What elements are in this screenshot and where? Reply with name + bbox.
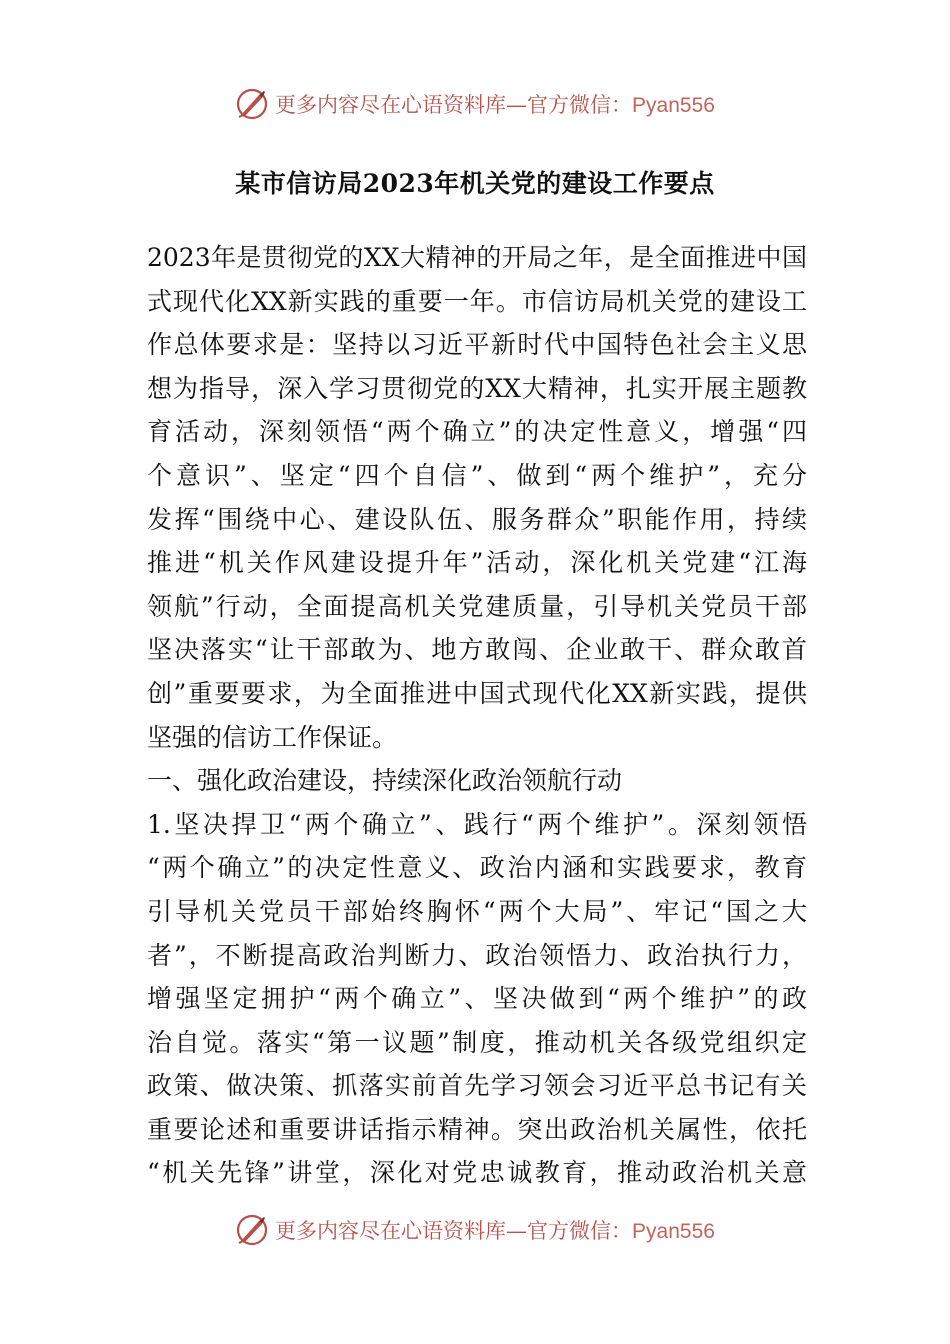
watermark-text: 更多内容尽在心语资料库—官方微信：Pyan556 [275,1219,715,1243]
body-line: 领航”行动，全面提高机关党建质量，引导机关党员干部 [147,591,807,621]
body-line: 想为指导，深入学习贯彻党的XX大精神，扎实开展主题教 [147,373,807,403]
wechat-id: Pyan556 [632,1220,715,1243]
quill-pen-logo-icon [235,1213,269,1247]
body-line: 政策、做决策、抓落实前首先学习领会习近平总书记有关 [147,1071,807,1101]
body-line: 作总体要求是：坚持以习近平新时代中国特色社会主义思 [147,330,807,360]
body-line: 增强坚定拥护“两个确立”、坚决做到“两个维护”的政 [147,984,807,1014]
footer-watermark-banner [0,1210,950,1250]
body-line: 发挥“围绕中心、建设队伍、服务群众”职能作用，持续 [147,504,807,534]
document-title: 某市信访局2023年机关党的建设工作要点 [235,169,715,198]
body-line: 1.坚决捍卫“两个确立”、践行“两个维护”。深刻领悟 [147,809,807,839]
body-line: 2023年是贯彻党的XX大精神的开局之年，是全面推进中国 [147,243,807,272]
body-line: 个意识”、坚定“四个自信”、做到“两个维护”，充分 [147,460,807,490]
header-watermark-banner [0,84,950,124]
body-line: 育活动，深刻领悟“两个确立”的决定性意义，增强“四 [147,417,807,447]
body-line: “两个确立”的决定性意义、政治内涵和实践要求，教育 [147,853,807,883]
body-line: 引导机关党员干部始终胸怀“两个大局”、牢记“国之大 [147,896,807,926]
body-line: 者”，不断提高政治判断力、政治领悟力、政治执行力， [147,940,807,970]
body-line: 创”重要要求，为全面推进中国式现代化XX新实践，提供 [147,678,807,708]
section-heading: 一、强化政治建设，持续深化政治领航行动 [147,766,623,796]
watermark-text: 更多内容尽在心语资料库—官方微信：Pyan556 [275,93,715,117]
body-line: 推进“机关作风建设提升年”活动，深化机关党建“江海 [147,548,807,578]
body-line: 治自觉。落实“第一议题”制度，推动机关各级党组织定 [147,1027,807,1057]
document-body [147,236,807,1195]
body-line: 式现代化XX新实践的重要一年。市信访局机关党的建设工 [147,286,807,316]
body-line: “机关先锋”讲堂，深化对党忠诚教育，推动政治机关意 [147,1158,807,1188]
body-line: 重要论述和重要讲话指示精神。突出政治机关属性，依托 [147,1114,807,1144]
quill-pen-logo-icon [235,87,269,121]
body-line: 坚强的信访工作保证。 [147,722,398,752]
wechat-id: Pyan556 [632,94,715,117]
body-line: 坚决落实“让干部敢为、地方敢闯、企业敢干、群众敢首 [147,635,807,665]
